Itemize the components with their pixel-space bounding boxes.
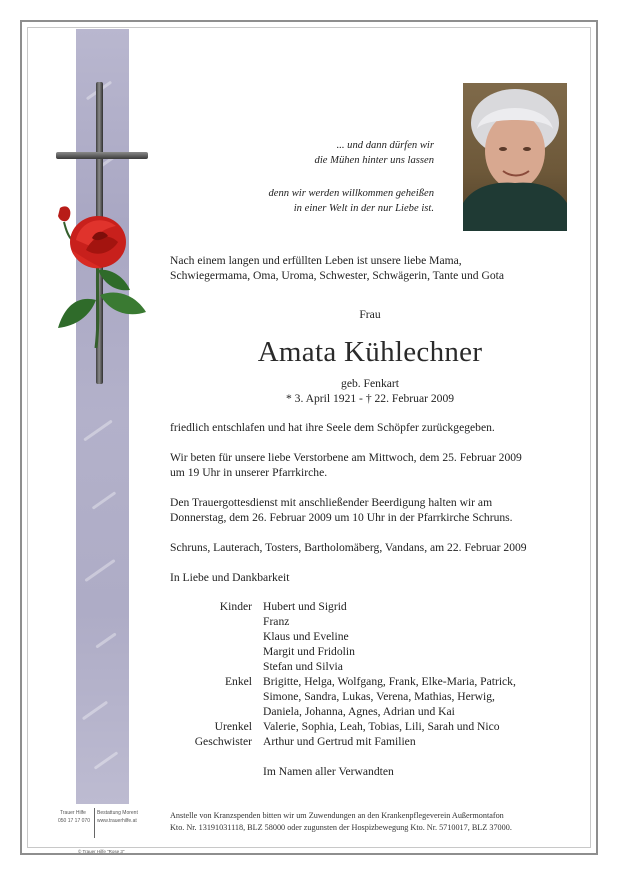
kinder-name: Stefan und Silvia xyxy=(263,660,343,673)
body-paragraph-2-line-1: Wir beten für unsere liebe Verstorbene am Mittwoch, dem 25. Februar 2009 xyxy=(170,451,522,464)
funeral-service-logo xyxy=(58,808,138,844)
geschwister-label: Geschwister xyxy=(194,735,252,748)
enkel-names: Simone, Sandra, Lukas, Verena, Mathias, Herwig, xyxy=(263,690,495,703)
life-dates: * 3. April 1921 - † 22. Februar 2009 xyxy=(285,392,455,405)
poem-line-3: denn wir werden willkommen geheißen xyxy=(268,188,434,199)
donation-note-line-2: Kto. Nr. 13191031118, BLZ 58000 oder zugunsten der Hospizbewegung Kto. Nr. 5710017, BLZ 37000. xyxy=(170,823,512,832)
body-paragraph-3-line-2: Donnerstag, dem 26. Februar 2009 um 10 Uhr in der Pfarrkirche Schruns. xyxy=(170,511,513,524)
enkel-names: Daniela, Johanna, Agnes, Adrian und Kai xyxy=(263,705,455,718)
closing-phrase: In Liebe und Dankbarkeit xyxy=(170,571,290,584)
kinder-name: Klaus und Eveline xyxy=(263,630,349,643)
body-paragraph-1: friedlich entschlafen und hat ihre Seele dem Schöpfer zurückgegeben. xyxy=(170,421,495,434)
urenkel-label: Urenkel xyxy=(214,720,252,733)
geschwister-names: Arthur und Gertrud mit Familien xyxy=(263,735,416,748)
kinder-name: Margit und Fridolin xyxy=(263,645,355,658)
rose-icon xyxy=(46,200,150,350)
deceased-name: Amata Kühlechner xyxy=(257,336,483,368)
family-closing: Im Namen aller Verwandten xyxy=(263,765,394,778)
logo-right-web: www.trauerhilfe.at xyxy=(97,818,137,824)
logo-divider xyxy=(94,808,95,838)
birth-name: geb. Fenkart xyxy=(341,377,399,390)
poem-line-4: in einer Welt in der nur Liebe ist. xyxy=(293,203,434,214)
logo-right-title: Bestattung Morent xyxy=(97,810,138,816)
copyright-note: © Trauer Hilfe "Rose 3" xyxy=(78,849,125,854)
portrait-photo xyxy=(463,83,567,231)
cross-bar xyxy=(56,152,148,159)
enkel-names: Brigitte, Helga, Wolfgang, Frank, Elke-Maria, Patrick, xyxy=(263,675,516,688)
enkel-label: Enkel xyxy=(224,675,252,688)
poem-line-1: ... und dann dürfen wir xyxy=(336,140,434,151)
donation-note-line-1: Anstelle von Kranzspenden bitten wir um Zuwendungen an den Krankenpflegeverein Außermontafon xyxy=(170,811,504,820)
salutation: Frau xyxy=(359,308,381,321)
logo-left-phone: 050 17 17 070 xyxy=(58,818,90,824)
body-paragraph-2-line-2: um 19 Uhr in unserer Pfarrkirche. xyxy=(170,466,328,479)
kinder-name: Franz xyxy=(263,615,290,628)
poem-line-2: die Mühen hinter uns lassen xyxy=(314,155,434,166)
kinder-name: Hubert und Sigrid xyxy=(263,600,347,613)
kinder-label: Kinder xyxy=(219,600,252,613)
body-paragraph-3-line-1: Den Trauergottesdienst mit anschließender Beerdigung halten wir am xyxy=(170,496,493,509)
logo-left-title: Trauer Hilfe xyxy=(60,810,86,816)
urenkel-names: Valerie, Sophia, Leah, Tobias, Lili, Sarah und Nico xyxy=(263,720,500,733)
intro-line-2: Schwiegermama, Oma, Uroma, Schwester, Schwägerin, Tante und Gota xyxy=(170,269,504,282)
place-date-line: Schruns, Lauterach, Tosters, Bartholomäberg, Vandans, am 22. Februar 2009 xyxy=(170,541,527,554)
intro-line-1: Nach einem langen und erfüllten Leben ist unsere liebe Mama, xyxy=(170,254,462,267)
